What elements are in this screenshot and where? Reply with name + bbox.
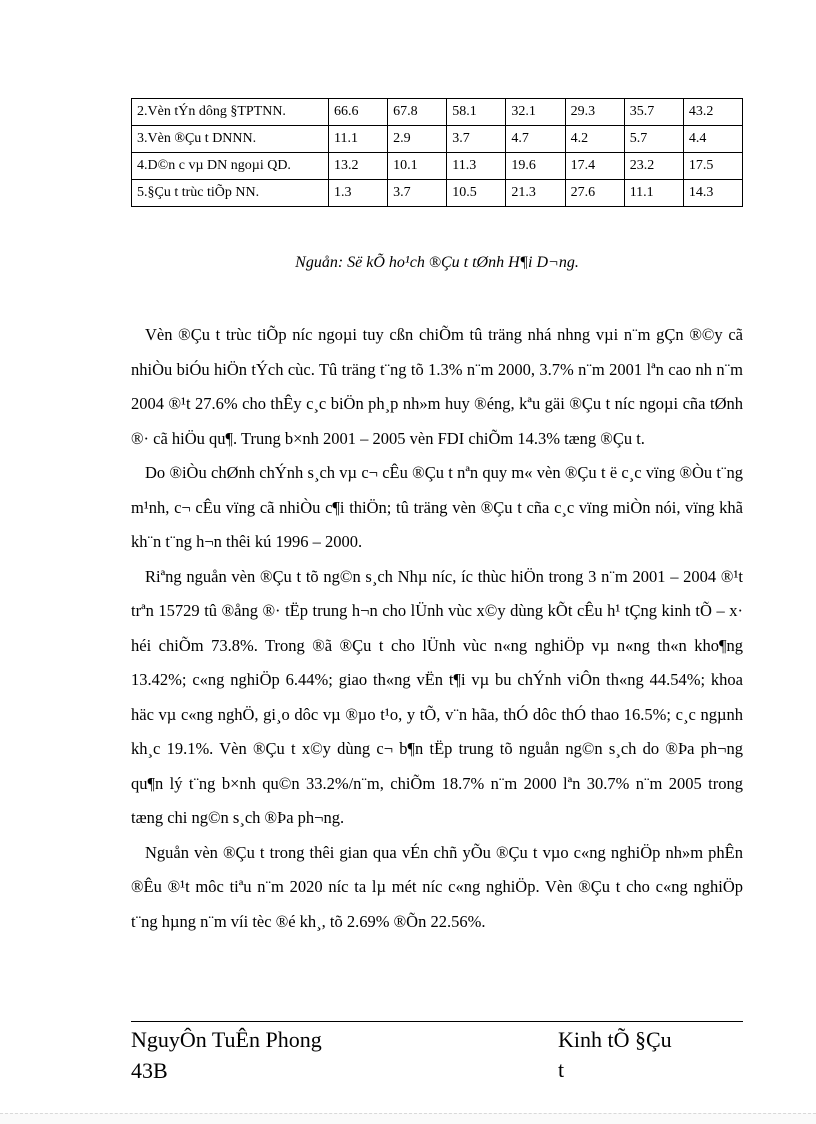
table-cell: 58.1	[447, 99, 506, 126]
table-cell: 29.3	[565, 99, 624, 126]
table-cell: 17.4	[565, 153, 624, 180]
table-source-caption: Nguån: Së kÕ ho¹ch ®Çu t tØnh H¶i D¬ng.	[295, 254, 579, 271]
footer-author: NguyÔn TuÊn Phong	[131, 1027, 322, 1052]
footer-department: Kinh tÕ §Çu t	[558, 1027, 672, 1082]
row-label: 2.Vèn tÝn dông §TPTNN.	[132, 99, 329, 126]
table-cell: 2.9	[388, 126, 447, 153]
table-cell: 3.7	[447, 126, 506, 153]
table-cell: 4.2	[565, 126, 624, 153]
table-cell: 32.1	[506, 99, 565, 126]
table-row	[132, 180, 743, 207]
table-cell: 23.2	[624, 153, 683, 180]
table-cell: 4.4	[683, 126, 742, 153]
investment-structure-table	[131, 98, 743, 207]
table-row	[132, 126, 743, 153]
paragraph: Vèn ®Çu t trùc tiÕp níc ngoµi tuy cßn chiÕm tû träng nhá nhng vµi n¨m gÇn ®©y cã nhiÒu biÓu hiÖn tÝch cùc. Tû träng t¨ng tõ 1.3% n¨m 2000, 3.7% n¨m 2001 lªn cao nh n¨m 2004 ®¹t 27.6% cho thÊy c¸c biÖn ph¸p nh»m huy ®éng, kªu gäi ®Çu t níc ngoµi cña tØnh ®· cã hiÖu qu¶. Trung b×nh 2001 – 2005 vèn FDI chiÕm 14.3% tæng ®Çu t.	[131, 325, 743, 448]
table-cell: 66.6	[329, 99, 388, 126]
page-bottom-edge	[0, 1113, 816, 1124]
table-cell: 11.1	[624, 180, 683, 207]
table-cell: 35.7	[624, 99, 683, 126]
table-cell: 3.7	[388, 180, 447, 207]
row-label: 5.§Çu t trùc tiÕp NN.	[132, 180, 329, 207]
table-cell: 5.7	[624, 126, 683, 153]
body-text	[131, 318, 743, 939]
table-cell: 11.1	[329, 126, 388, 153]
footer-divider	[131, 1021, 743, 1022]
table-row	[132, 153, 743, 180]
table-cell: 4.7	[506, 126, 565, 153]
row-label: 4.D©n c vµ DN ngoµi QD.	[132, 153, 329, 180]
paragraph: Do ®iÒu chØnh chÝnh s¸ch vµ c¬ cÊu ®Çu t nªn quy m« vèn ®Çu t ë c¸c vïng ®Òu t¨ng m¹nh, c¬ cÊu vïng cã nhiÒu c¶i thiÖn; tû träng vèn ®Çu t cña c¸c vïng miÒn nói, vïng khã kh¨n t¨ng h¬n thêi kú 1996 – 2000.	[131, 463, 743, 551]
table-cell: 13.2	[329, 153, 388, 180]
table-cell: 67.8	[388, 99, 447, 126]
table-cell: 17.5	[683, 153, 742, 180]
table-cell: 27.6	[565, 180, 624, 207]
table-cell: 14.3	[683, 180, 742, 207]
table-cell: 11.3	[447, 153, 506, 180]
table-cell: 10.5	[447, 180, 506, 207]
table-cell: 43.2	[683, 99, 742, 126]
footer-class: 43B	[131, 1058, 168, 1083]
table-cell: 1.3	[329, 180, 388, 207]
table-cell: 10.1	[388, 153, 447, 180]
paragraph: Nguån vèn ®Çu t trong thêi gian qua vÉn chñ yÕu ®Çu t vµo c«ng nghiÖp nh»m phÊn ®Êu ®¹t môc tiªu n¨m 2020 níc ta lµ mét níc c«ng nghiÖp. Vèn ®Çu t cho c«ng nghiÖp t¨ng hµng n¨m víi tèc ®é kh¸, tõ 2.69% ®Õn 22.56%.	[131, 842, 743, 931]
table-row	[132, 99, 743, 126]
row-label: 3.Vèn ®Çu t DNNN.	[132, 126, 329, 153]
table-cell: 19.6	[506, 153, 565, 180]
table-cell: 21.3	[506, 180, 565, 207]
paragraph: Riªng nguån vèn ®Çu t tõ ng©n s¸ch Nhµ níc, íc thùc hiÖn trong 3 n¨m 2001 – 2004 ®¹t trªn 15729 tû ®ång ®· tËp trung h¬n cho lÜnh vùc x©y dùng kÕt cÊu h¹ tÇng kinh tÕ – x· héi chiÕm 73.8%. Trong ®ã ®Çu t cho lÜnh vùc n«ng nghiÖp vµ n«ng th«n kho¶ng 13.42%; c«ng nghiÖp 6.44%; giao th«ng vËn t¶i vµ bu chÝnh viÔn th«ng 44.54%; khoa häc vµ c«ng nghÖ, gi¸o dôc vµ ®µo t¹o, y tÕ, v¨n hãa, thÓ dôc thÓ thao 16.5%; c¸c ngµnh kh¸c 19.1%. Vèn ®Çu t x©y dùng c¬ b¶n tËp trung tõ nguån ng©n s¸ch do ®Þa ph¬ng qu¶n lý t¨ng b×nh qu©n 33.2%/n¨m, chiÕm 18.7% n¨m 2000 lªn 30.7% n¨m 2005 trong tæng chi ng©n s¸ch ®Þa ph¬ng.	[131, 566, 743, 827]
